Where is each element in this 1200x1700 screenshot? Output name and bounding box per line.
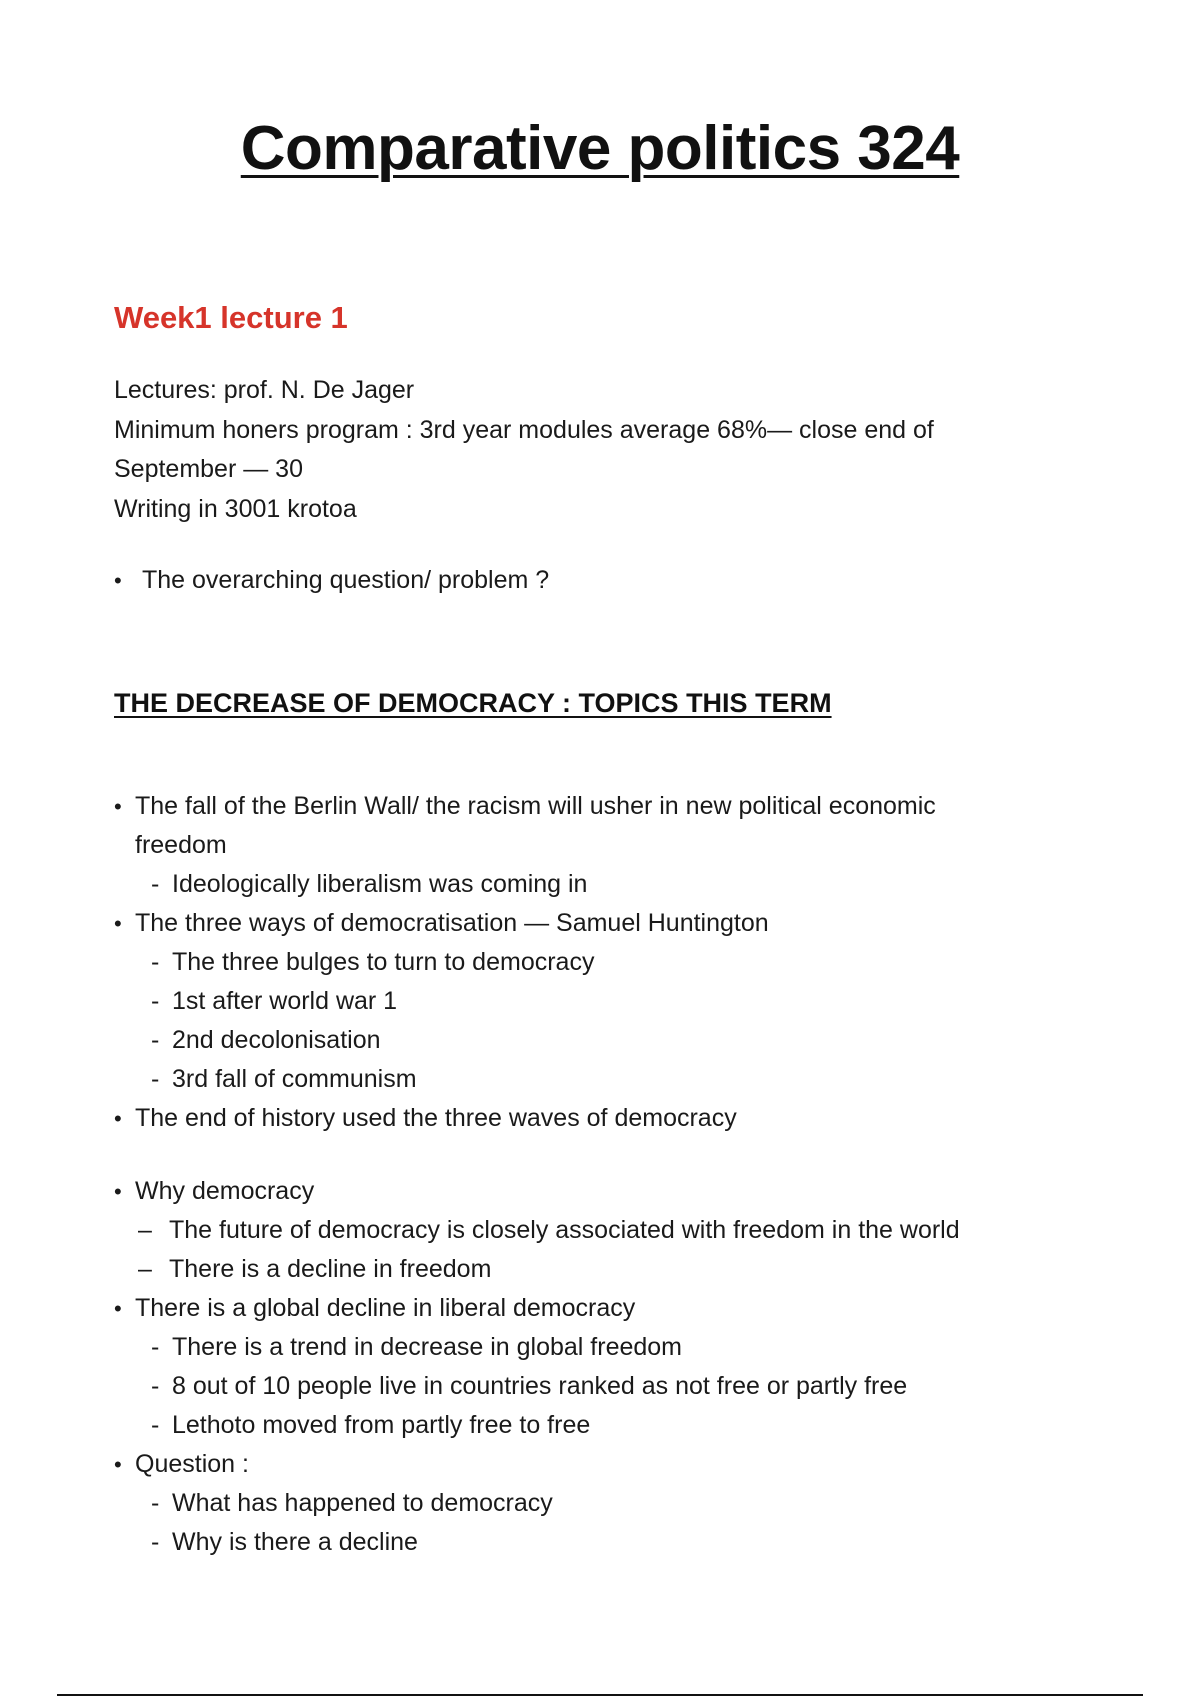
sub-list-item [114,1250,1074,1289]
bullet-mark: • [114,1452,122,1477]
sub-list-item [114,1484,1074,1523]
dash-mark: - [151,870,160,898]
sub-list-item-text: 8 out of 10 people live in countries ranked as not free or partly free [172,1372,908,1400]
document-title: Comparative politics 324 [240,114,960,183]
sub-list-item [114,1328,1074,1367]
info-line-venue: Writing in 3001 krotoa [114,494,357,523]
question-bullet-text: The overarching question/ problem ? [142,566,550,594]
sub-list-item [114,1523,1074,1562]
question-bullet [114,566,549,595]
section-heading: THE DECREASE OF DEMOCRACY : TOPICS THIS TERM [114,688,832,718]
sub-list-item [114,982,1074,1021]
dash-mark: - [151,1065,160,1093]
sub-list-item-text: The future of democracy is closely associated with freedom in the world [169,1216,960,1244]
dash-mark: - [151,987,160,1015]
sub-list-item [114,1367,1074,1406]
lecture-info [114,371,1014,529]
topic-list [114,787,1074,1562]
bottom-divider [57,1694,1143,1696]
sub-list-item-text: Why is there a decline [172,1528,418,1556]
sub-list-item-text: 3rd fall of communism [172,1065,417,1093]
list-item-text: The end of history used the three waves of democracy [135,1104,737,1132]
info-line-september: September — 30 [114,455,303,483]
sub-list-item [114,1406,1074,1445]
bullet-mark: • [114,911,122,936]
sub-list-item [114,1021,1074,1060]
dash-mark: - [151,1489,160,1517]
sub-list-item-text: 2nd decolonisation [172,1026,381,1054]
list-item-text: There is a global decline in liberal democracy [135,1294,636,1322]
list-item-continuation: freedom [135,831,227,859]
info-line-program: Minimum honers program : 3rd year modules average 68%— close end of [114,415,934,444]
list-item [114,1099,1074,1138]
dash-mark: - [151,948,160,976]
dash-mark: – [138,1216,152,1244]
list-item-text: Question : [135,1450,249,1478]
dash-mark: – [138,1255,152,1283]
sub-list-item [114,1060,1074,1099]
list-item [114,1172,1074,1211]
dash-mark: - [151,1026,160,1054]
dash-mark: - [151,1372,160,1400]
bullet-mark: • [114,1179,122,1204]
bullet-mark: • [114,794,122,819]
sub-list-item-text: Ideologically liberalism was coming in [172,870,588,898]
list-item [114,904,1074,943]
bullet-mark: • [114,568,122,593]
sub-list-item-text: There is a decline in freedom [169,1255,492,1283]
list-item-text: The three ways of democratisation — Samuel Huntington [135,909,769,937]
dash-mark: - [151,1528,160,1556]
sub-list-item [114,865,1074,904]
sub-list-item-text: What has happened to democracy [172,1489,553,1517]
list-item [114,1445,1074,1484]
sub-list-item-text: There is a trend in decrease in global freedom [172,1333,683,1361]
list-item [114,787,1074,826]
bullet-mark: • [114,1296,122,1321]
sub-list-item-text: The three bulges to turn to democracy [172,948,595,976]
list-item [114,1289,1074,1328]
dash-mark: - [151,1333,160,1361]
list-item-text: Why democracy [135,1177,315,1205]
week-heading: Week1 lecture 1 [114,300,348,335]
bullet-mark: • [114,1106,122,1131]
dash-mark: - [151,1411,160,1439]
list-item-text: The fall of the Berlin Wall/ the racism will usher in new political economic [135,792,936,820]
sub-list-item [114,1211,1074,1250]
sub-list-item-text: 1st after world war 1 [172,987,398,1015]
sub-list-item [114,943,1074,982]
info-line-lecturer: Lectures: prof. N. De Jager [114,376,415,404]
list-gap [114,1138,1074,1172]
sub-list-item-text: Lethoto moved from partly free to free [172,1411,591,1439]
